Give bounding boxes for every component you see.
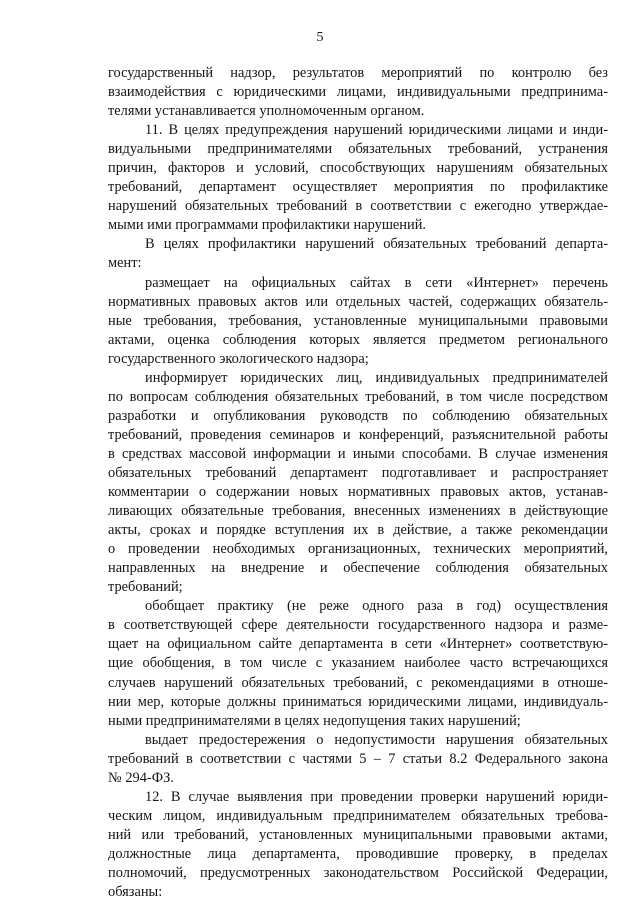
text-line: ний или требований, установленных муниципальными правовыми актами,	[108, 826, 608, 843]
text-line: В целях профилактики нарушений обязательных требований департа-	[145, 236, 608, 253]
text-line: обязательных требований департамент подготавливает и распространяет	[108, 464, 608, 481]
text-line: нарушений обязательных требований в соответствии с ежегодно утверждае-	[108, 198, 608, 215]
text-line: требований в соответствии с частями 5 – 7 статьи 8.2 Федерального закона	[108, 750, 608, 767]
text-line: причин, факторов и условий, способствующих нарушениям обязательных	[108, 160, 608, 177]
paragraph	[108, 369, 608, 598]
text-line: полномочий, предусмотренных законодательством Российской Федерации,	[108, 864, 608, 881]
text-line: 11. В целях предупреждения нарушений юридическими лицами и инди-	[145, 122, 608, 139]
text-line: ные требования, требования, установленные муниципальными правовыми	[108, 312, 608, 329]
text-line: щие обобщения, в том числе с указанием наиболее часто встречающихся	[108, 655, 608, 672]
text-line: 12. В случае выявления при проведении проверки нарушений юриди-	[145, 788, 608, 805]
text-line: нормативных правовых актов или отдельных частей, содержащих обязатель-	[108, 293, 608, 310]
text-line: видуальными предпринимателями обязательных требований, устранения	[108, 141, 608, 158]
text-line: требований;	[108, 579, 183, 596]
text-line: в средствах массовой информации и иными способами. В случае изменения	[108, 445, 608, 462]
text-line: ческим лицом, индивидуальным предпринимателем обязательных требова-	[108, 807, 608, 824]
text-line: ливающих обязательные требования, внесенных изменениях в действующие	[108, 503, 608, 520]
text-line: телями устанавливается уполномоченным органом.	[108, 103, 425, 120]
text-line: актами, оценка соблюдения которых является предметом регионального	[108, 331, 608, 348]
paragraph	[108, 274, 608, 369]
text-line: обобщает практику (не реже одного раза в год) осуществления	[145, 598, 608, 615]
text-line: комментарии о содержании новых нормативных правовых актов, устанав-	[108, 484, 608, 501]
text-line: акты, сроках и порядке вступления их в действие, а также рекомендации	[108, 522, 608, 539]
text-line: по вопросам соблюдения обязательных требований, в том числе посредством	[108, 388, 608, 405]
text-line: требований, департамент осуществляет мероприятия по профилактике	[108, 179, 608, 196]
text-line: № 294-ФЗ.	[108, 769, 174, 786]
text-line: направленных на внедрение и обеспечение соблюдения обязательных	[108, 560, 608, 577]
text-line: государственного экологического надзора;	[108, 350, 369, 367]
text-line: взаимодействия с юридическими лицами, индивидуальными предпринима-	[108, 84, 608, 101]
text-line: щает на официальном сайте департамента в сети «Интернет» соответствую-	[108, 636, 608, 653]
text-line: требований, проведения семинаров и конференций, разъяснительной работы	[108, 426, 608, 443]
paragraph	[108, 121, 608, 235]
text-line: нии мер, которые должны приниматься юридическими лицами, индивидуаль-	[108, 693, 608, 710]
paragraph	[108, 788, 608, 902]
text-line: разработки и опубликования руководств по соблюдению обязательных	[108, 407, 608, 424]
document-body	[108, 64, 608, 902]
text-line: случаев нарушений обязательных требований, с рекомендациями в отноше-	[108, 674, 608, 691]
page-number: 5	[316, 30, 324, 45]
text-line: выдает предостережения о недопустимости нарушения обязательных	[145, 731, 608, 748]
text-line: государственный надзор, результатов мероприятий по контролю без	[108, 65, 608, 81]
text-line: размещает на официальных сайтах в сети «Интернет» перечень	[145, 274, 608, 291]
paragraph	[108, 731, 608, 788]
text-line: в соответствующей сфере деятельности государственного надзора и разме-	[108, 617, 608, 634]
text-line: обязаны:	[108, 884, 163, 901]
text-line: ными предпринимателями в целях недопущения таких нарушений;	[108, 712, 521, 729]
text-line: должностные лица департамента, проводившие проверку, в пределах	[108, 845, 608, 862]
text-line: о проведении необходимых организационных, технических мероприятий,	[108, 541, 608, 558]
paragraph	[108, 235, 608, 273]
paragraph	[108, 597, 608, 730]
text-line: мыми ими программами профилактики нарушений.	[108, 217, 426, 234]
text-line: мент:	[108, 255, 142, 272]
text-line: информирует юридических лиц, индивидуальных предпринимателей	[145, 369, 608, 386]
paragraph	[108, 64, 608, 121]
